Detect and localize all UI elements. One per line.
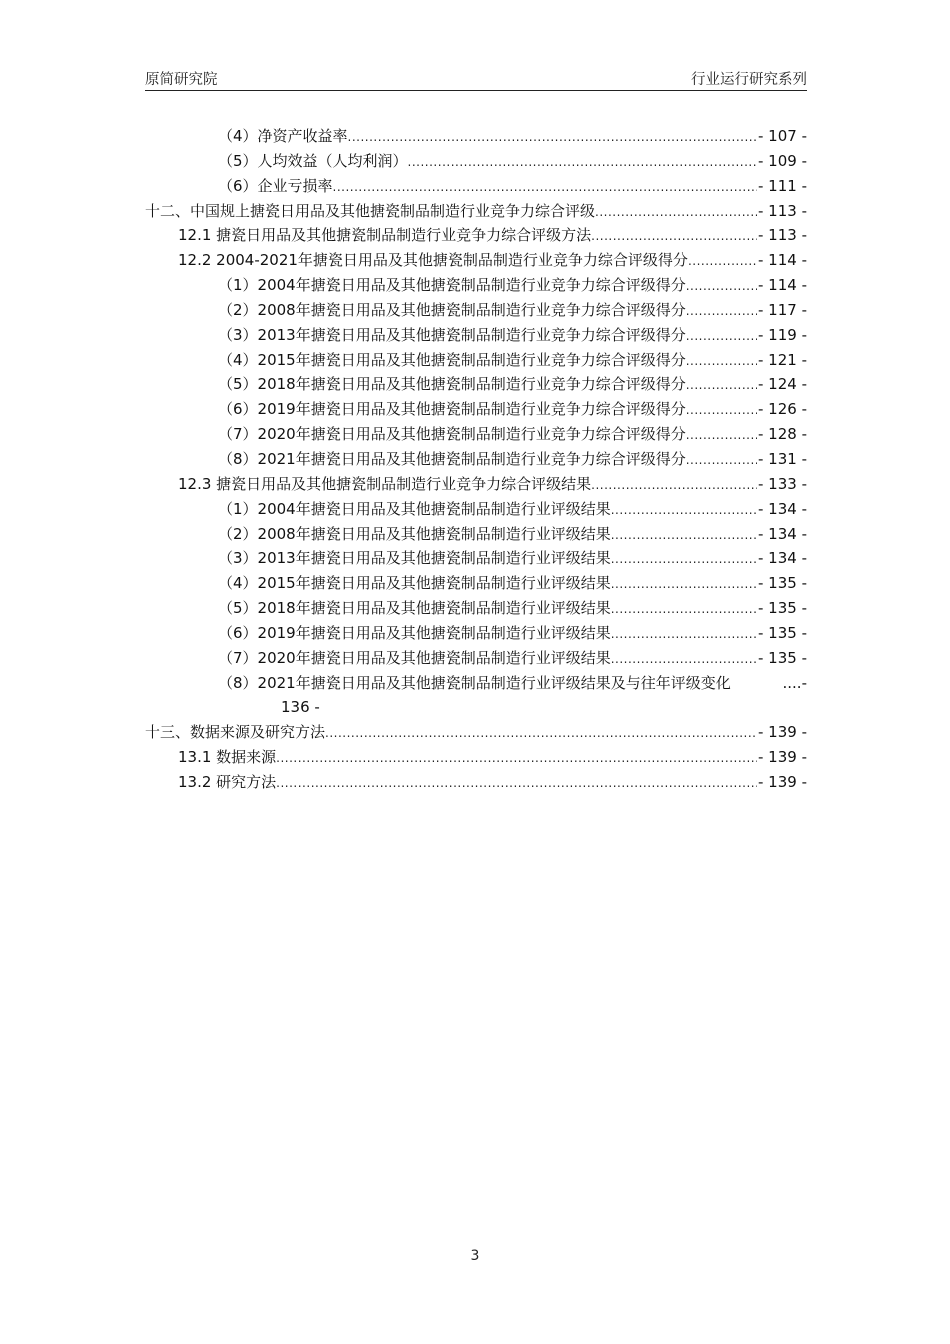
toc-dot-leader bbox=[688, 249, 757, 274]
toc-entry-title: 12.3 搪瓷日用品及其他搪瓷制品制造行业竞争力综合评级结果 bbox=[178, 474, 592, 493]
toc-entry-leader: ....- bbox=[782, 673, 807, 692]
toc-entry-page: - 113 - bbox=[758, 226, 807, 245]
toc-entry[interactable] bbox=[145, 223, 807, 248]
toc-entry-page: - 109 - bbox=[758, 151, 807, 170]
toc-entry-title: （5）2018年搪瓷日用品及其他搪瓷制品制造行业竞争力综合评级得分 bbox=[218, 375, 686, 394]
toc-entry-page: - 134 - bbox=[758, 524, 807, 543]
toc-entry-page: - 131 - bbox=[758, 449, 807, 468]
header-publisher: 原简研究院 bbox=[145, 72, 218, 88]
toc-entry-title: 十二、中国规上搪瓷日用品及其他搪瓷制品制造行业竞争力综合评级 bbox=[145, 201, 596, 220]
toc-entry-title: 13.1 数据来源 bbox=[178, 748, 277, 767]
toc-entry-page: - 111 - bbox=[758, 176, 807, 195]
toc-entry[interactable] bbox=[145, 422, 807, 447]
toc-entry-page: - 121 - bbox=[758, 350, 807, 369]
toc-entry[interactable] bbox=[145, 348, 807, 373]
toc-entry-title: 12.1 搪瓷日用品及其他搪瓷制品制造行业竞争力综合评级方法 bbox=[178, 226, 592, 245]
toc-entry-page: - 135 - bbox=[758, 623, 807, 642]
toc-entry-page: - 119 - bbox=[758, 325, 807, 344]
toc-dot-leader bbox=[611, 622, 757, 647]
toc-dot-leader bbox=[686, 349, 757, 374]
toc-entry[interactable] bbox=[145, 298, 807, 323]
page-number: 3 bbox=[470, 1248, 480, 1264]
toc-entry-page: - 135 - bbox=[758, 574, 807, 593]
toc-entry[interactable] bbox=[145, 646, 807, 671]
table-of-contents bbox=[145, 124, 807, 795]
toc-entry-title: （1）2004年搪瓷日用品及其他搪瓷制品制造行业评级结果 bbox=[218, 499, 611, 518]
page-header bbox=[145, 64, 807, 91]
toc-dot-leader bbox=[686, 299, 757, 324]
toc-entry[interactable] bbox=[145, 447, 807, 472]
toc-entry[interactable] bbox=[145, 248, 807, 273]
toc-entry[interactable] bbox=[145, 323, 807, 348]
toc-entry-page: - 133 - bbox=[758, 474, 807, 493]
toc-entry[interactable] bbox=[145, 174, 807, 199]
toc-entry-page: - 107 - bbox=[758, 127, 807, 145]
toc-entry[interactable] bbox=[145, 720, 807, 745]
toc-entry-title: 13.2 研究方法 bbox=[178, 772, 277, 791]
toc-dot-leader bbox=[611, 523, 757, 548]
toc-entry-title: （6）2019年搪瓷日用品及其他搪瓷制品制造行业竞争力综合评级得分 bbox=[218, 400, 686, 419]
toc-entry-page: - 126 - bbox=[758, 400, 807, 419]
toc-dot-leader bbox=[333, 175, 757, 200]
toc-entry-page: - 135 - bbox=[758, 599, 807, 618]
toc-entry-title: 十三、数据来源及研究方法 bbox=[145, 723, 326, 742]
toc-entry[interactable] bbox=[145, 522, 807, 547]
toc-entry[interactable] bbox=[145, 596, 807, 621]
toc-entry[interactable] bbox=[145, 397, 807, 422]
toc-entry-title: （8）2021年搪瓷日用品及其他搪瓷制品制造行业评级结果及与往年评级变化 bbox=[218, 673, 731, 692]
toc-entry[interactable] bbox=[145, 472, 807, 497]
toc-entry-title: （5）2018年搪瓷日用品及其他搪瓷制品制造行业评级结果 bbox=[218, 599, 611, 618]
toc-dot-leader bbox=[611, 597, 757, 622]
toc-dot-leader bbox=[611, 547, 757, 572]
toc-entry-page: - 114 - bbox=[758, 251, 807, 270]
toc-entry-title: （1）2004年搪瓷日用品及其他搪瓷制品制造行业竞争力综合评级得分 bbox=[218, 276, 686, 295]
toc-entry-page: 136 - bbox=[281, 698, 320, 717]
toc-entry-title: （7）2020年搪瓷日用品及其他搪瓷制品制造行业评级结果 bbox=[218, 648, 611, 667]
toc-entry-title: （4）2015年搪瓷日用品及其他搪瓷制品制造行业评级结果 bbox=[218, 574, 611, 593]
toc-dot-leader bbox=[348, 125, 757, 150]
toc-dot-leader bbox=[686, 398, 757, 423]
toc-dot-leader bbox=[611, 572, 757, 597]
toc-entry-page: - 113 - bbox=[758, 201, 807, 220]
toc-dot-leader bbox=[686, 448, 757, 473]
toc-entry-title: （5）人均效益（人均利润） bbox=[218, 151, 408, 170]
toc-entry-page: - 114 - bbox=[758, 276, 807, 295]
toc-dot-leader bbox=[591, 473, 757, 498]
toc-entry[interactable] bbox=[145, 770, 807, 795]
toc-entry[interactable] bbox=[145, 571, 807, 596]
toc-entry-title: （4）2015年搪瓷日用品及其他搪瓷制品制造行业竞争力综合评级得分 bbox=[218, 350, 686, 369]
toc-dot-leader bbox=[686, 274, 757, 299]
toc-entry[interactable] bbox=[145, 497, 807, 522]
toc-entry[interactable] bbox=[145, 546, 807, 571]
toc-entry[interactable] bbox=[145, 671, 807, 721]
toc-entry[interactable] bbox=[145, 745, 807, 770]
toc-dot-leader bbox=[611, 498, 757, 523]
toc-dot-leader bbox=[686, 423, 757, 448]
toc-dot-leader bbox=[686, 324, 757, 349]
toc-dot-leader bbox=[408, 150, 757, 175]
header-series: 行业运行研究系列 bbox=[691, 72, 807, 88]
toc-entry[interactable] bbox=[145, 273, 807, 298]
toc-entry[interactable] bbox=[145, 149, 807, 174]
toc-entry-title: （8）2021年搪瓷日用品及其他搪瓷制品制造行业竞争力综合评级得分 bbox=[218, 449, 686, 468]
toc-entry-page: - 117 - bbox=[758, 300, 807, 319]
toc-entry[interactable] bbox=[145, 124, 807, 149]
toc-entry-title: （7）2020年搪瓷日用品及其他搪瓷制品制造行业竞争力综合评级得分 bbox=[218, 425, 686, 444]
toc-entry-page: - 134 - bbox=[758, 549, 807, 568]
toc-entry-title: 12.2 2004-2021年搪瓷日用品及其他搪瓷制品制造行业竞争力综合评级得分 bbox=[178, 251, 688, 270]
toc-dot-leader bbox=[686, 373, 757, 398]
toc-entry-page: - 124 - bbox=[758, 375, 807, 394]
toc-entry-page: - 139 - bbox=[758, 748, 807, 767]
toc-dot-leader bbox=[325, 721, 757, 746]
toc-entry-page: - 135 - bbox=[758, 648, 807, 667]
toc-entry-title: （6）2019年搪瓷日用品及其他搪瓷制品制造行业评级结果 bbox=[218, 623, 611, 642]
toc-entry-title: （2）2008年搪瓷日用品及其他搪瓷制品制造行业竞争力综合评级得分 bbox=[218, 300, 686, 319]
toc-dot-leader bbox=[595, 200, 757, 225]
toc-dot-leader bbox=[591, 224, 757, 249]
toc-entry-title: （3）2013年搪瓷日用品及其他搪瓷制品制造行业评级结果 bbox=[218, 549, 611, 568]
toc-entry-page: - 134 - bbox=[758, 499, 807, 518]
toc-entry-title: （3）2013年搪瓷日用品及其他搪瓷制品制造行业竞争力综合评级得分 bbox=[218, 325, 686, 344]
toc-dot-leader bbox=[276, 771, 757, 796]
toc-entry-page: - 139 - bbox=[758, 723, 807, 742]
toc-entry-page: - 139 - bbox=[758, 772, 807, 791]
toc-dot-leader bbox=[276, 746, 757, 771]
toc-dot-leader bbox=[611, 647, 757, 672]
toc-entry-title: （4）净资产收益率 bbox=[218, 127, 348, 145]
toc-entry-title: （6）企业亏损率 bbox=[218, 176, 333, 195]
toc-entry[interactable] bbox=[145, 621, 807, 646]
toc-entry[interactable] bbox=[145, 199, 807, 224]
toc-entry-page: - 128 - bbox=[758, 425, 807, 444]
toc-entry-title: （2）2008年搪瓷日用品及其他搪瓷制品制造行业评级结果 bbox=[218, 524, 611, 543]
toc-entry[interactable] bbox=[145, 372, 807, 397]
